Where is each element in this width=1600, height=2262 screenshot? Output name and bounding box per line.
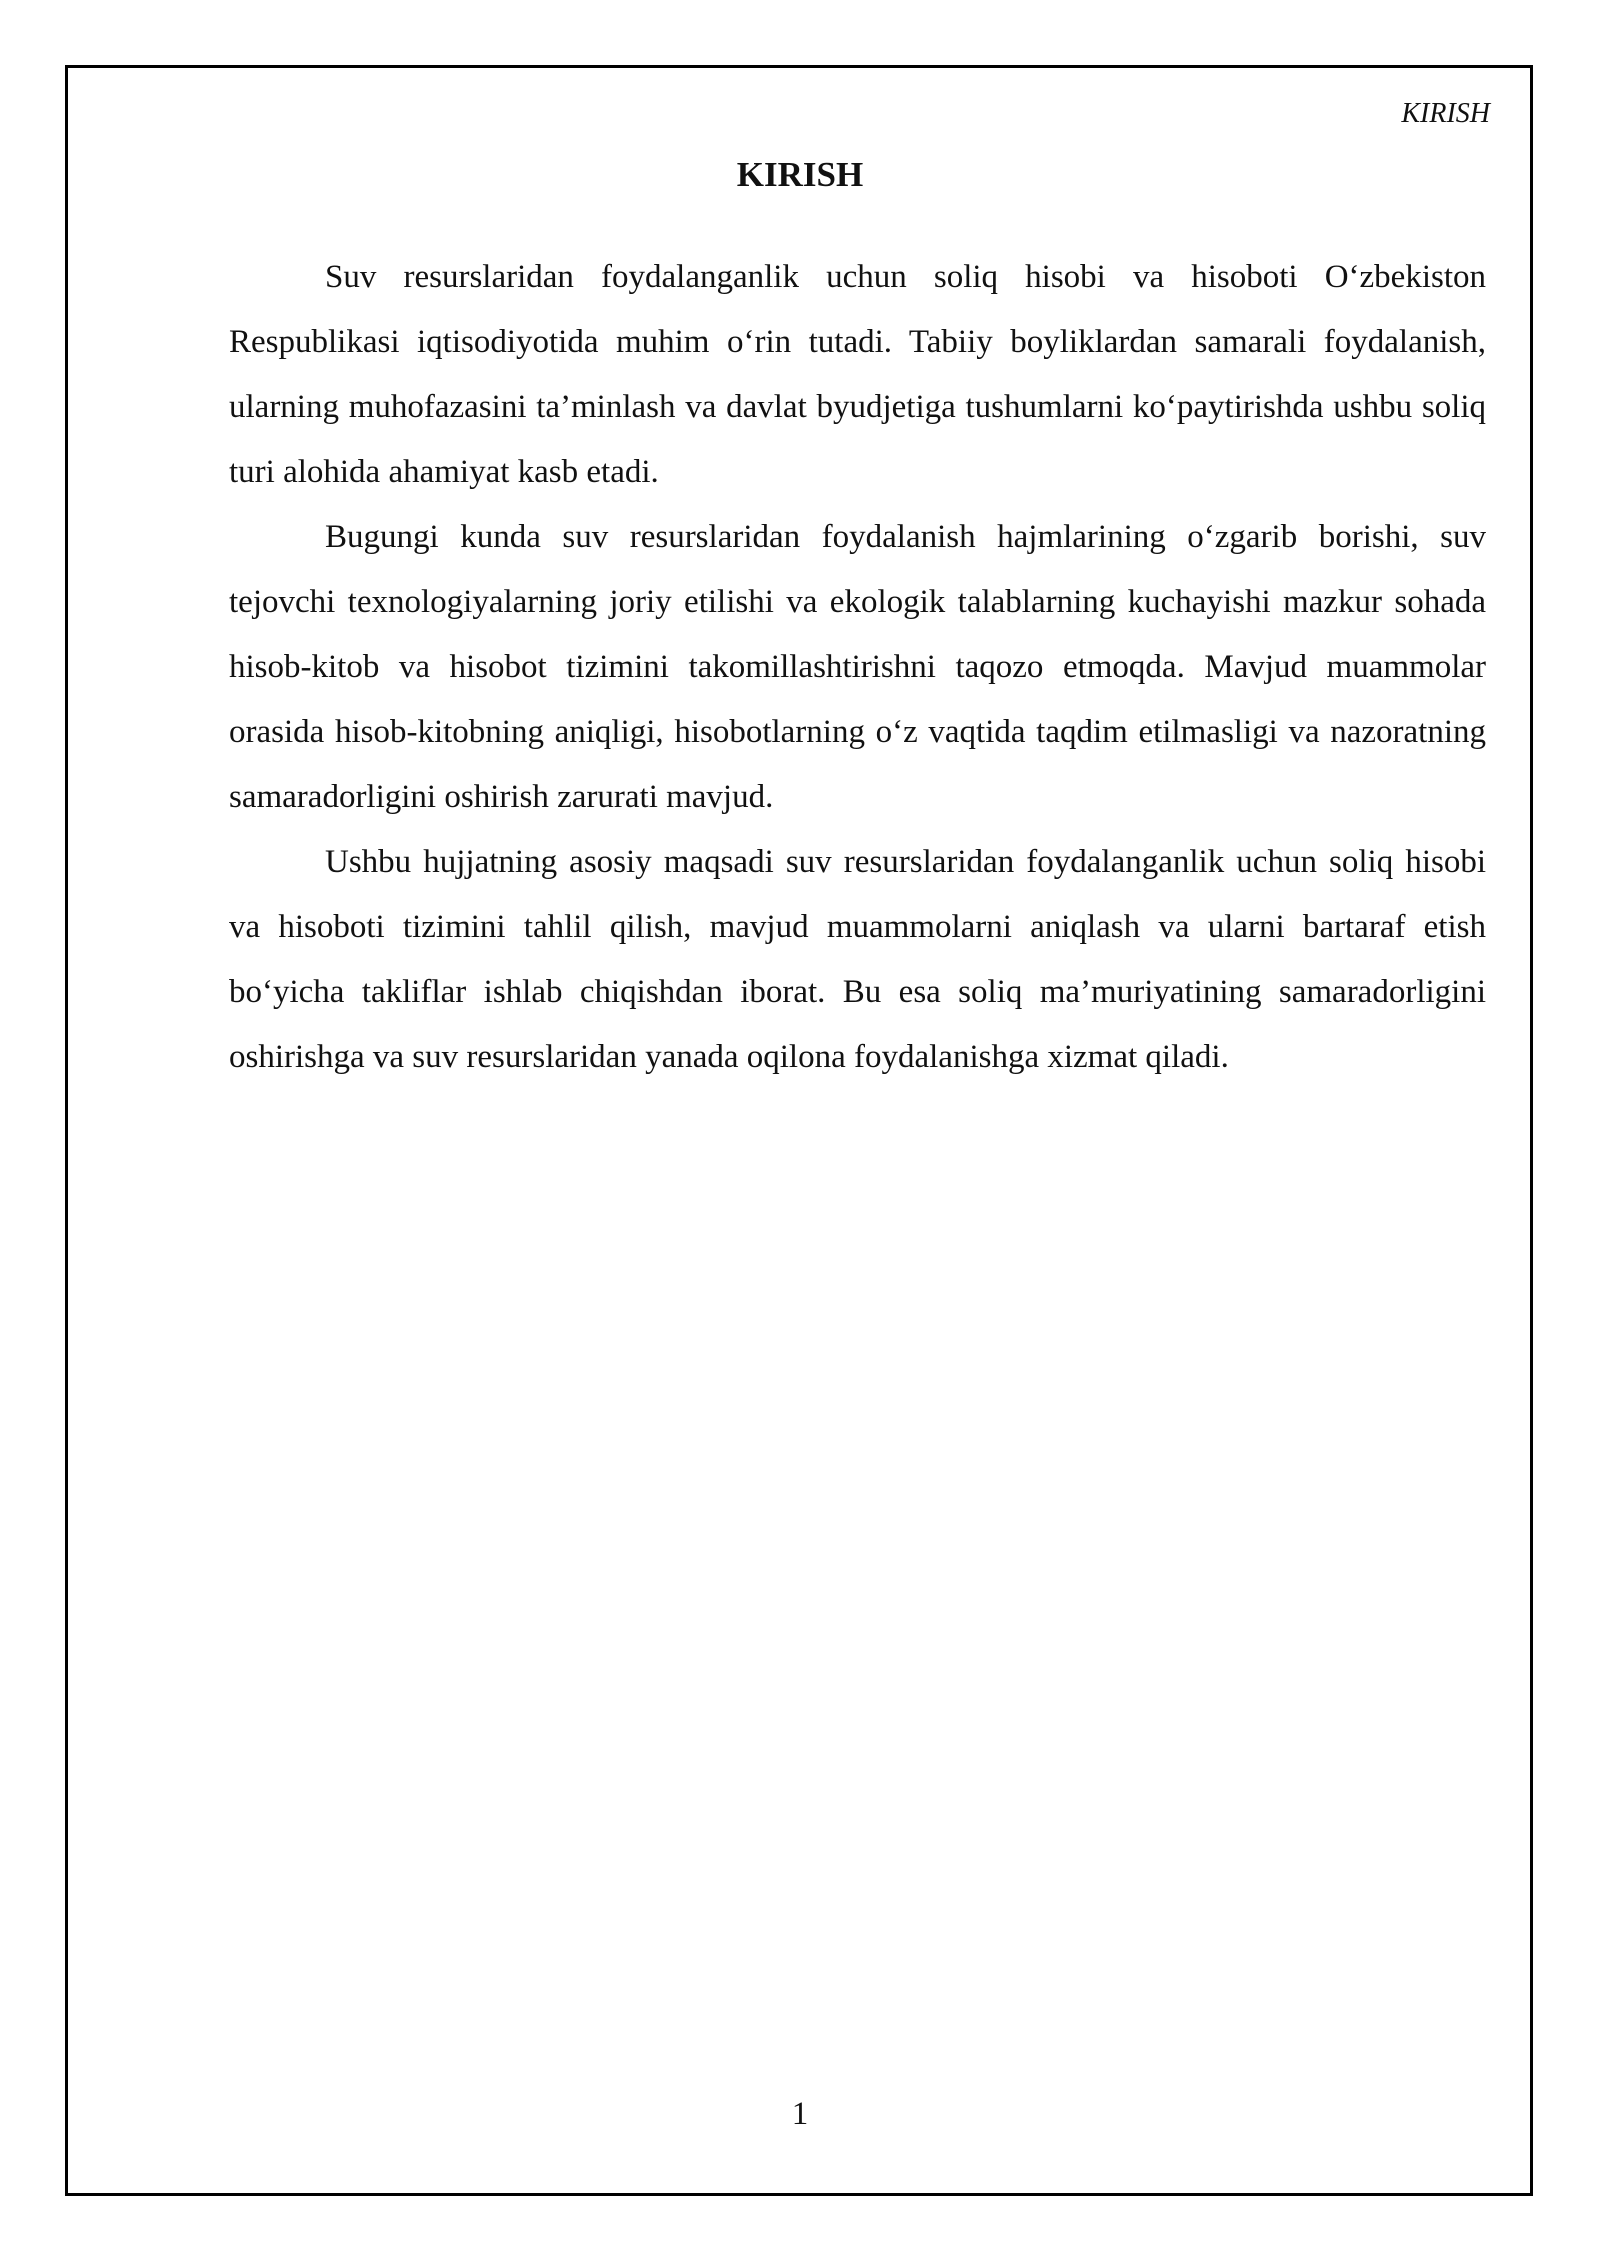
paragraph: Ushbu hujjatning asosiy maqsadi suv resurslaridan foydalanganlik uchun soliq hisobi va hisoboti tizimini tahlil qilish, mavjud muammolarni aniqlash va ularni bartaraf etish bo‘yicha takliflar ishlab chiqishdan iborat. Bu esa soliq ma’muriyatining samaradorligini oshirishga va suv resurslaridan yanada oqilona foydalanishga xizmat qiladi. [229,844,1486,1075]
paragraph: Bugungi kunda suv resurslaridan foydalanish hajmlarining o‘zgarib borishi, suv tejovchi texnologiyalarning joriy etilishi va ekologik talablarning kuchayishi mazkur sohada hisob-kitob va hisobot tizimini takomillashtirishni taqozo etmoqda. Mavjud muammolar orasida hisob-kitobning aniqligi, hisobotlarning o‘z vaqtida taqdim etilmasligi va nazoratning samaradorligini oshirish zarurati mavjud. [229,519,1486,815]
running-header: KIRISH [1401,98,1490,129]
paragraph: Suv resurslaridan foydalanganlik uchun soliq hisobi va hisoboti O‘zbekiston Respublikasi iqtisodiyotida muhim o‘rin tutadi. Tabiiy boyliklardan samarali foydalanish, ularning muhofazasini ta’minlash va davlat byudjetiga tushumlarni ko‘paytirishda ushbu soliq turi alohida ahamiyat kasb etadi. [229,259,1486,490]
section-title: KIRISH [736,155,864,194]
body-text [229,245,1486,1090]
page-number: 1 [791,2096,809,2132]
